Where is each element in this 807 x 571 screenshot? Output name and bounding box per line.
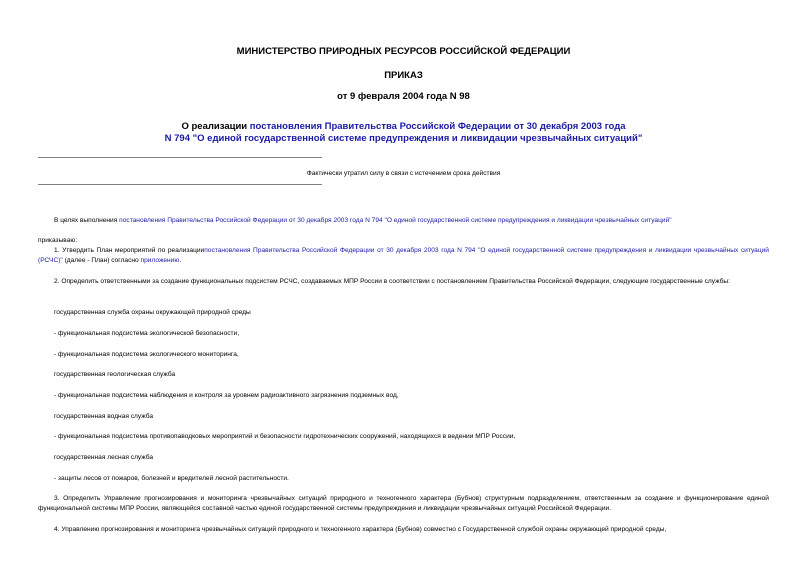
item-1-middle: (далее - План) согласно <box>62 256 141 264</box>
subject-link-part-2[interactable]: N 794 "О единой государственной системе предупреждения и ликвидации чрезвычайных ситуаций" <box>164 133 643 144</box>
subject-link-part-1[interactable]: постановления Правительства Российской Федерации от 30 декабря 2003 года <box>249 121 626 132</box>
status-note: Фактически утратил силу в связи с истечением срока действия <box>306 170 501 177</box>
document-type: ПРИКАЗ <box>384 70 423 81</box>
item-1 <box>38 246 769 266</box>
list-item: - функциональная подсистема противопаводковых мероприятий и безопасности гидротехнических сооружений, находящихся в ведении МПР России, <box>54 432 516 440</box>
list-item: - функциональная подсистема экологического мониторинга, <box>54 350 239 358</box>
divider-top <box>38 157 322 158</box>
item-4: 4. Управлению прогнозирования и мониторинга чрезвычайных ситуаций природного и техногенного характера (Бубнов) совместно с Государственной службой охраны окружающей природной среды, <box>54 525 667 533</box>
document-subject <box>0 121 807 145</box>
subject-prefix: О реализации <box>181 121 250 132</box>
item-1-link[interactable]: постановления Правительства Российской Федерации от 30 декабря 2003 года N 794 "О единой государственной системе предупреждения и ликвидации чрезвычайных ситуаций (РСЧС)" <box>38 246 769 264</box>
item-2: 2. Определить ответственными за создание функциональных подсистем РСЧС, создаваемых МПР России в соответствии с постановлением Правительства Российской Федерации, следующие государственные службы: <box>54 277 730 285</box>
item-1-suffix: . <box>179 256 182 264</box>
item-3: 3. Определить Управление прогнозирования и мониторинга чрезвычайных ситуаций природного и техногенного характера (Бубнов) структурным подразделением, ответственным за создание и функционирование единой функциональной системы МПР России, являющейся составной частью единой государственной системы предупреждения и ликвидации чрезвычайных ситуаций Российской Федерации. <box>38 494 769 512</box>
preamble-link[interactable]: постановления Правительства Российской Федерации от 30 декабря 2003 года N 794 "О единой государственной системе предупреждения и ликвидации чрезвычайных ситуаций" <box>119 216 672 224</box>
ministry-title: МИНИСТЕРСТВО ПРИРОДНЫХ РЕСУРСОВ РОССИЙСКОЙ ФЕДЕРАЦИИ <box>236 46 571 57</box>
list-item: государственная лесная служба <box>54 453 154 461</box>
item-1-prefix: 1. Утвердить План мероприятий по реализации <box>54 246 205 254</box>
preamble <box>38 216 769 226</box>
subject-line-1 <box>0 121 807 133</box>
orders-word: приказываю: <box>38 236 78 244</box>
document-date-number: от 9 февраля 2004 года N 98 <box>337 91 470 102</box>
appendix-link[interactable]: приложению <box>140 256 180 264</box>
list-item: государственная водная служба <box>54 412 154 420</box>
preamble-prefix: В целях выполнения <box>54 216 120 224</box>
list-item: - функциональная подсистема экологической безопасности, <box>54 329 240 337</box>
list-item: - функциональная подсистема наблюдения и контроля за уровнем радиоактивного загрязнения подземных вод, <box>54 391 399 399</box>
list-item: государственная геологическая служба <box>54 370 176 378</box>
list-item: - защиты лесов от пожаров, болезней и вредителей лесной растительности. <box>54 474 289 482</box>
divider-bottom <box>38 184 322 185</box>
list-item: государственная служба охраны окружающей природной среды <box>54 308 251 316</box>
